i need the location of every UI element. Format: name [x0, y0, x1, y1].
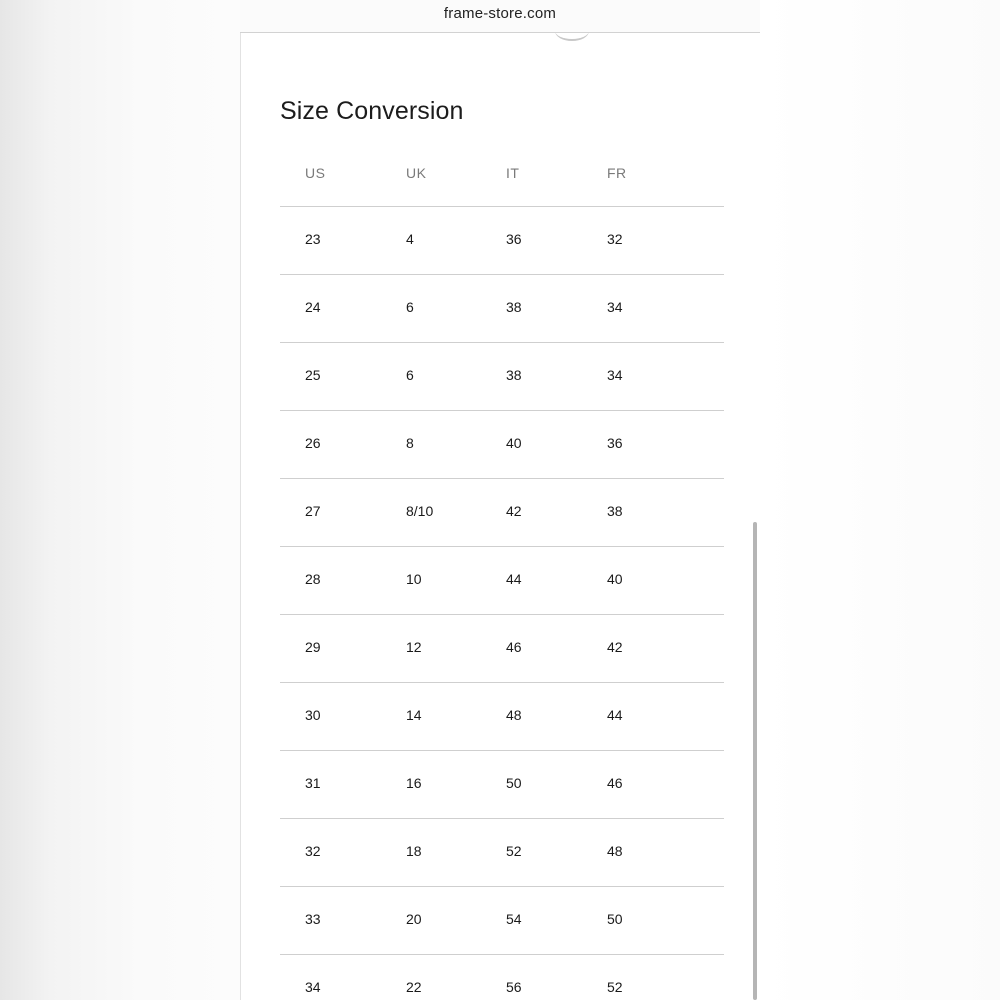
cell-uk: 16 — [406, 775, 422, 791]
cell-fr: 36 — [607, 435, 623, 451]
cell-us: 33 — [305, 911, 321, 927]
sheet-handle[interactable] — [555, 33, 589, 41]
page-title: Size Conversion — [280, 97, 464, 125]
size-conversion-sheet — [240, 33, 761, 1000]
cell-uk: 10 — [406, 571, 422, 587]
cell-us: 26 — [305, 435, 321, 451]
cell-uk: 4 — [406, 231, 414, 247]
table-row — [280, 275, 724, 343]
cell-us: 23 — [305, 231, 321, 247]
cell-it: 40 — [506, 435, 522, 451]
cell-us: 28 — [305, 571, 321, 587]
cell-it: 46 — [506, 639, 522, 655]
cell-it: 50 — [506, 775, 522, 791]
cell-fr: 48 — [607, 843, 623, 859]
cell-uk: 22 — [406, 979, 422, 995]
address-bar[interactable] — [240, 0, 760, 33]
cell-fr: 44 — [607, 707, 623, 723]
cell-uk: 6 — [406, 299, 414, 315]
cell-uk: 8/10 — [406, 503, 434, 519]
cell-it: 36 — [506, 231, 522, 247]
background-shade — [0, 0, 240, 1000]
table-row — [280, 207, 724, 275]
cell-uk: 12 — [406, 639, 422, 655]
cell-uk: 14 — [406, 707, 422, 723]
column-header-uk: UK — [406, 165, 427, 181]
cell-it: 38 — [506, 299, 522, 315]
table-row — [280, 887, 724, 955]
cell-it: 48 — [506, 707, 522, 723]
cell-us: 25 — [305, 367, 321, 383]
cell-us: 24 — [305, 299, 321, 315]
cell-fr: 34 — [607, 367, 623, 383]
cell-it: 54 — [506, 911, 522, 927]
table-row — [280, 751, 724, 819]
cell-fr: 38 — [607, 503, 623, 519]
table-row — [280, 479, 724, 547]
table-row — [280, 547, 724, 615]
cell-it: 38 — [506, 367, 522, 383]
cell-it: 42 — [506, 503, 522, 519]
cell-uk: 6 — [406, 367, 414, 383]
table-row — [280, 615, 724, 683]
cell-fr: 52 — [607, 979, 623, 995]
cell-it: 52 — [506, 843, 522, 859]
cell-us: 34 — [305, 979, 321, 995]
table-header — [280, 151, 724, 207]
cell-uk: 20 — [406, 911, 422, 927]
cell-fr: 40 — [607, 571, 623, 587]
table-body — [280, 207, 724, 1000]
cell-it: 44 — [506, 571, 522, 587]
table-row — [280, 411, 724, 479]
url-text: frame-store.com — [443, 5, 557, 22]
cell-fr: 34 — [607, 299, 623, 315]
cell-uk: 18 — [406, 843, 422, 859]
cell-us: 31 — [305, 775, 321, 791]
table-row — [280, 819, 724, 887]
cell-fr: 46 — [607, 775, 623, 791]
cell-fr: 42 — [607, 639, 623, 655]
table-row — [280, 343, 724, 411]
cell-us: 30 — [305, 707, 321, 723]
cell-it: 56 — [506, 979, 522, 995]
table-row — [280, 955, 724, 1000]
cell-uk: 8 — [406, 435, 414, 451]
cell-us: 32 — [305, 843, 321, 859]
cell-us: 29 — [305, 639, 321, 655]
scrollbar[interactable] — [753, 522, 757, 1000]
cell-fr: 50 — [607, 911, 623, 927]
column-header-it: IT — [506, 165, 520, 181]
cell-fr: 32 — [607, 231, 623, 247]
column-header-fr: FR — [607, 165, 627, 181]
size-table — [280, 151, 724, 1000]
table-row — [280, 683, 724, 751]
cell-us: 27 — [305, 503, 321, 519]
column-header-us: US — [305, 165, 326, 181]
